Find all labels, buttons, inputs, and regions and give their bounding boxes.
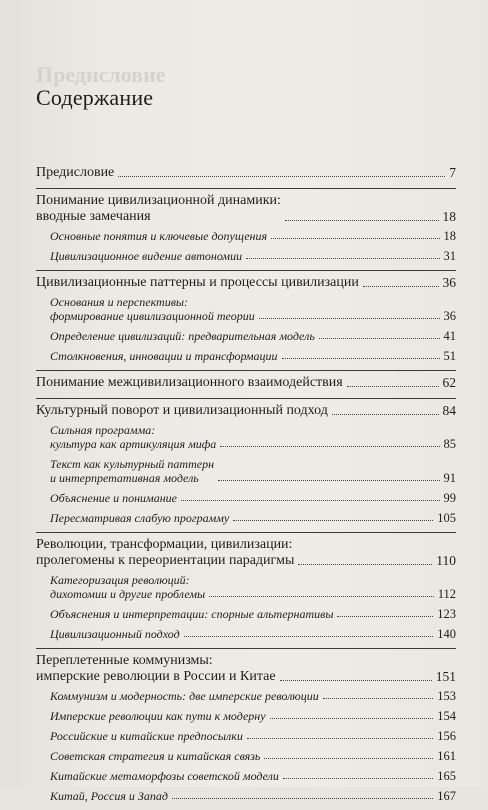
- toc-section-entry: [50, 295, 456, 323]
- chapter-divider: [36, 270, 456, 271]
- section-page-number: 105: [437, 511, 456, 525]
- section-title: Категоризация революций: дихотомии и другие проблемы: [50, 573, 206, 601]
- chapter-title: Понимание цивилизационной динамики: вводные замечания: [36, 193, 281, 224]
- section-page-number: 85: [443, 437, 456, 451]
- section-title: Текст как культурный паттерн и интерпретативная модель: [50, 457, 215, 485]
- section-page-number: 123: [437, 607, 456, 621]
- section-page-number: 91: [443, 471, 456, 485]
- section-title: Сильная программа: культура как артикуляция мифа: [50, 423, 217, 451]
- section-title: Основные понятия и ключевые допущения: [50, 229, 268, 243]
- section-title: Имперские революции как пути к модерну: [50, 709, 266, 723]
- section-title: Объяснения и интерпретации: спорные альтернативы: [50, 607, 334, 621]
- section-title: Цивилизационный подход: [50, 627, 180, 641]
- chapter-title: Цивилизационные паттерны и процессы цивилизации: [36, 275, 359, 290]
- chapter-title: Переплетенные коммунизмы: имперские революции в России и Китае: [36, 653, 276, 684]
- chapter-title: Предисловие: [36, 165, 115, 180]
- toc-chapter-entry: [36, 537, 456, 569]
- toc-chapter-group: [36, 165, 456, 181]
- dot-leader: [323, 698, 433, 699]
- dot-leader: [118, 176, 445, 177]
- toc-section-entry: [50, 689, 456, 703]
- dot-leader: [181, 500, 440, 501]
- dot-leader: [220, 446, 439, 447]
- dot-leader: [347, 386, 439, 387]
- toc-chapter-group: [36, 370, 456, 391]
- toc-section-entry: [50, 249, 456, 263]
- section-title: Советская стратегия и китайская связь: [50, 749, 261, 763]
- toc-section-entry: [50, 769, 456, 783]
- dot-leader: [270, 718, 434, 719]
- dot-leader: [282, 358, 440, 359]
- chapter-page-number: 151: [435, 669, 456, 684]
- toc-section-entry: [50, 627, 456, 641]
- toc-chapter-entry: [36, 653, 456, 685]
- chapter-title: Культурный поворот и цивилизационный подход: [36, 403, 328, 418]
- toc-section-entry: [50, 229, 456, 243]
- section-page-number: 41: [443, 329, 456, 343]
- chapter-divider: [36, 398, 456, 399]
- dot-leader: [280, 680, 432, 681]
- dot-leader: [218, 480, 439, 481]
- toc-chapter-entry: [36, 403, 456, 419]
- section-title: Коммунизм и модерность: две имперские революции: [50, 689, 319, 703]
- chapter-page-number: 7: [449, 165, 456, 180]
- toc-chapter-group: [36, 270, 456, 363]
- toc-chapter-group: [36, 398, 456, 525]
- toc-section-entry: [50, 729, 456, 743]
- section-title: Пересматривая слабую программу: [50, 511, 230, 525]
- toc-section-entry: [50, 511, 456, 525]
- toc-chapter-group: [36, 648, 456, 803]
- section-title: Объяснение и понимание: [50, 491, 177, 505]
- chapter-page-number: 36: [442, 275, 456, 290]
- toc-chapter-group: [36, 188, 456, 263]
- section-page-number: 36: [443, 309, 456, 323]
- toc-section-entry: [50, 329, 456, 343]
- chapter-divider: [36, 648, 456, 649]
- section-page-number: 31: [443, 249, 456, 263]
- chapter-title: Понимание межцивилизационного взаимодействия: [36, 375, 343, 390]
- toc-section-entry: [50, 457, 456, 485]
- table-of-contents: [36, 165, 456, 810]
- toc-chapter-entry: [36, 275, 456, 291]
- dot-leader: [172, 798, 433, 799]
- dot-leader: [363, 286, 439, 287]
- toc-section-entry: [50, 749, 456, 763]
- chapter-page-number: 84: [442, 403, 456, 418]
- section-page-number: 51: [443, 349, 456, 363]
- dot-leader: [209, 596, 434, 597]
- dot-leader: [246, 258, 439, 259]
- section-page-number: 153: [437, 689, 456, 703]
- chapter-page-number: 110: [436, 553, 456, 568]
- dot-leader: [271, 238, 439, 239]
- section-title: Российские и китайские предпосылки: [50, 729, 243, 743]
- section-title: Основания и перспективы: формирование цивилизационной теории: [50, 295, 255, 323]
- dot-leader: [184, 636, 434, 637]
- chapter-divider: [36, 532, 456, 533]
- toc-section-entry: [50, 607, 456, 621]
- chapter-title: Революции, трансформации, цивилизации: пролегомены к переориентации парадигмы: [36, 537, 295, 568]
- section-page-number: 156: [437, 729, 456, 743]
- section-title: Цивилизационное видение автономии: [50, 249, 243, 263]
- chapter-divider: [36, 370, 456, 371]
- dot-leader: [283, 778, 433, 779]
- section-page-number: 161: [437, 749, 456, 763]
- dot-leader: [233, 520, 433, 521]
- toc-chapter-group: [36, 532, 456, 641]
- toc-section-entry: [50, 491, 456, 505]
- toc-section-entry: [50, 573, 456, 601]
- section-page-number: 154: [437, 709, 456, 723]
- toc-chapter-entry: [36, 375, 456, 391]
- toc-section-entry: [50, 709, 456, 723]
- section-title: Китай, Россия и Запад: [50, 789, 168, 803]
- section-page-number: 18: [443, 229, 456, 243]
- chapter-page-number: 62: [442, 375, 456, 390]
- page-title: Содержание: [36, 85, 154, 110]
- dot-leader: [298, 564, 432, 565]
- section-page-number: 140: [437, 627, 456, 641]
- chapter-divider: [36, 188, 456, 189]
- section-title: Определение цивилизаций: предварительная модель: [50, 329, 315, 343]
- dot-leader: [285, 220, 439, 221]
- toc-section-entry: [50, 423, 456, 451]
- dot-leader: [259, 318, 440, 319]
- dot-leader: [247, 738, 433, 739]
- chapter-page-number: 18: [442, 209, 456, 224]
- dot-leader: [264, 758, 433, 759]
- section-page-number: 165: [437, 769, 456, 783]
- show-through-text: Предисловие: [36, 62, 166, 87]
- toc-chapter-entry: [36, 193, 456, 225]
- section-page-number: 167: [437, 789, 456, 803]
- toc-section-entry: [50, 349, 456, 363]
- section-page-number: 112: [437, 587, 456, 601]
- dot-leader: [319, 338, 440, 339]
- dot-leader: [337, 616, 433, 617]
- toc-chapter-entry: [36, 165, 456, 181]
- dot-leader: [332, 414, 439, 415]
- toc-section-entry: [50, 789, 456, 803]
- section-title: Столкновения, инновации и трансформации: [50, 349, 278, 363]
- section-title: Китайские метаморфозы советской модели: [50, 769, 279, 783]
- section-page-number: 99: [443, 491, 456, 505]
